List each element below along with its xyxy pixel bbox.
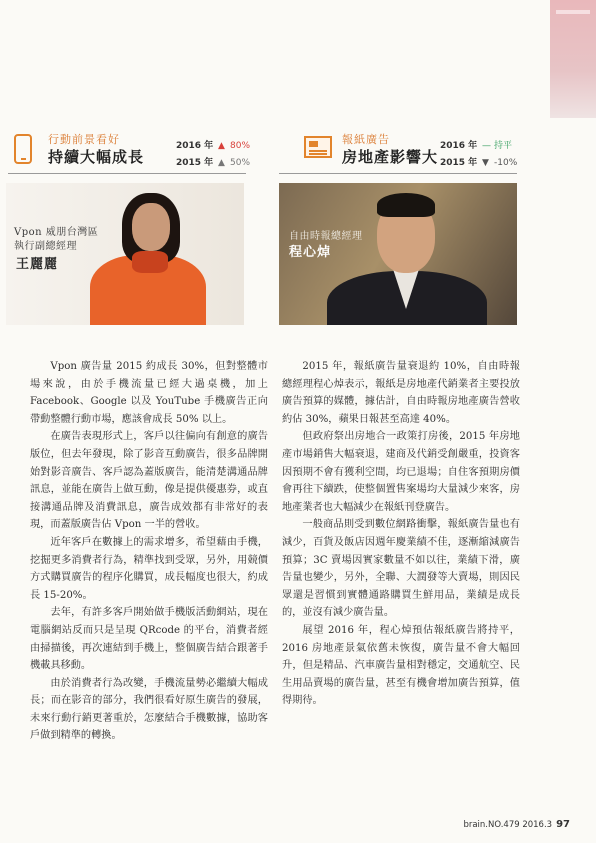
- left-section-header: [8, 128, 290, 172]
- caption-role: 自由時報總經理: [289, 231, 363, 242]
- left-title: 持續大幅成長: [48, 148, 145, 166]
- photo-figure: [377, 193, 435, 217]
- left-stat-2015: [176, 155, 250, 168]
- newspaper-icon: [304, 136, 332, 158]
- left-article-body: [30, 358, 268, 745]
- up-triangle-icon: ▲: [218, 141, 225, 151]
- portrait-photo-wang: [6, 183, 244, 325]
- stat-year: 2015 年: [176, 158, 214, 168]
- portrait-photo-cheng: [279, 183, 517, 325]
- issue-label: brain.NO.479 2016.3: [463, 820, 553, 830]
- photo-figure: [132, 203, 170, 251]
- stat-value: 持平: [494, 141, 513, 151]
- stat-year: 2016 年: [440, 141, 478, 151]
- page-footer: [463, 819, 570, 830]
- right-article-body: [282, 358, 520, 710]
- right-header-rule: [279, 173, 517, 174]
- stat-value: -10%: [494, 158, 518, 168]
- right-stat-2015: [440, 155, 517, 168]
- right-stat-2016: [440, 138, 512, 151]
- paragraph: 但政府祭出房地合一政策打房後，2015 年房地產市場銷售大幅衰退，建商及代銷受創嚴重，投資客因預期不會有獲利空間，均已退場；自住客預期房價會再往下續跌，使整個置售案場均大量減少來客，房地產業者也大幅減少在報紙刊登廣告。: [282, 431, 520, 513]
- caption-name: 程心焯: [289, 245, 332, 260]
- mobile-phone-icon: [14, 134, 32, 164]
- caption-role: 執行副總經理: [14, 241, 77, 252]
- paragraph: Vpon 廣告量 2015 約成長 30%，但對整體市場來說，由於手機流量已經大過桌機，加上 Facebook、Google 以及 YouTube 手機廣告正向帶動整體行動市場，應該會成長 50% 以上。: [30, 361, 268, 425]
- paragraph: 2015 年，報紙廣告量衰退約 10%，自由時報總經理程心焯表示，報紙是房地產代銷業者主要投放廣告預算的媒體，據估計，自由時報房地產廣告營收約佔 30%，蘋果日報甚至高達 40%。: [282, 361, 520, 425]
- page-number: 97: [556, 819, 570, 830]
- stat-value: 50%: [230, 158, 251, 168]
- flat-dash-icon: —: [482, 141, 491, 151]
- right-title: 房地產影響大: [342, 148, 439, 166]
- right-kicker: 報紙廣告: [342, 133, 390, 146]
- page-edge-tab: [550, 0, 596, 118]
- left-kicker: 行動前景看好: [48, 133, 120, 146]
- left-stat-2016: [176, 138, 250, 151]
- down-triangle-icon: ▼: [482, 158, 489, 168]
- right-section-header: [300, 128, 582, 172]
- caption-name: 王麗麗: [16, 257, 59, 272]
- paragraph: 近年客戶在數據上的需求增多，希望藉由手機，挖掘更多消費者行為，精準找到受眾，另外，用競價方式購買廣告的程序化購買，成長幅度也很大，約成長 15-20%。: [30, 536, 268, 601]
- paragraph: 由於消費者行為改變，手機流量勢必繼續大幅成長；而在影音的部分，我們很看好原生廣告的發展，未來行動行銷更著重於，怎麼結合手機數據，協助客戶做到精準的轉換。: [30, 677, 268, 742]
- tab-mark: [556, 10, 590, 14]
- paragraph: 在廣告表現形式上，客戶以往偏向有創意的廣告版位，但去年發現，除了影音互動廣告，很多品牌開始對影音廣告、客戶認為蓋版廣告，能清楚溝通品牌訊息，並能在廣告上做互動，像是提供優惠券，或直接溝通品牌及消費訊息，廣告成效都有非常好的表現，而蓋版廣告佔 Vpon 一半的營收。: [30, 431, 268, 531]
- paragraph: 去年，有許多客戶開始做手機版活動網站，現在電腦網站反而只是呈現 QRcode 的平台，消費者經由掃描後，再次連結到手機上，整個廣告結合跟著手機載具移動。: [30, 607, 268, 672]
- paragraph: 展望 2016 年，程心焯預估報紙廣告將持平，2016 房地產景氣依舊未恢復，廣告量不會大幅回升，但是精品、汽車廣告量相對穩定，交通航空、民生用品賣場的廣告量，甚至有機會增加廣告預算，值得期待。: [282, 624, 520, 707]
- caption-role: Vpon 威朋台灣區: [14, 227, 99, 238]
- paragraph: 一般商品則受到數位網路衝擊，報紙廣告量也有減少，百貨及飯店因週年慶業績不佳，逐漸縮減廣告預算；3C 賣場因實家數量不如以往，業績下滑，廣告量也變少，另外，全聯、大潤發等大賣場，則因民眾還是習慣到實體通路購買生鮮用品，業績是成長的，並沒有減少廣告量。: [282, 519, 520, 619]
- stat-year: 2015 年: [440, 158, 478, 168]
- left-header-rule: [8, 173, 246, 174]
- stat-value: 80%: [230, 141, 251, 151]
- photo-figure: [132, 251, 168, 273]
- up-triangle-icon: ▲: [218, 158, 225, 168]
- stat-year: 2016 年: [176, 141, 214, 151]
